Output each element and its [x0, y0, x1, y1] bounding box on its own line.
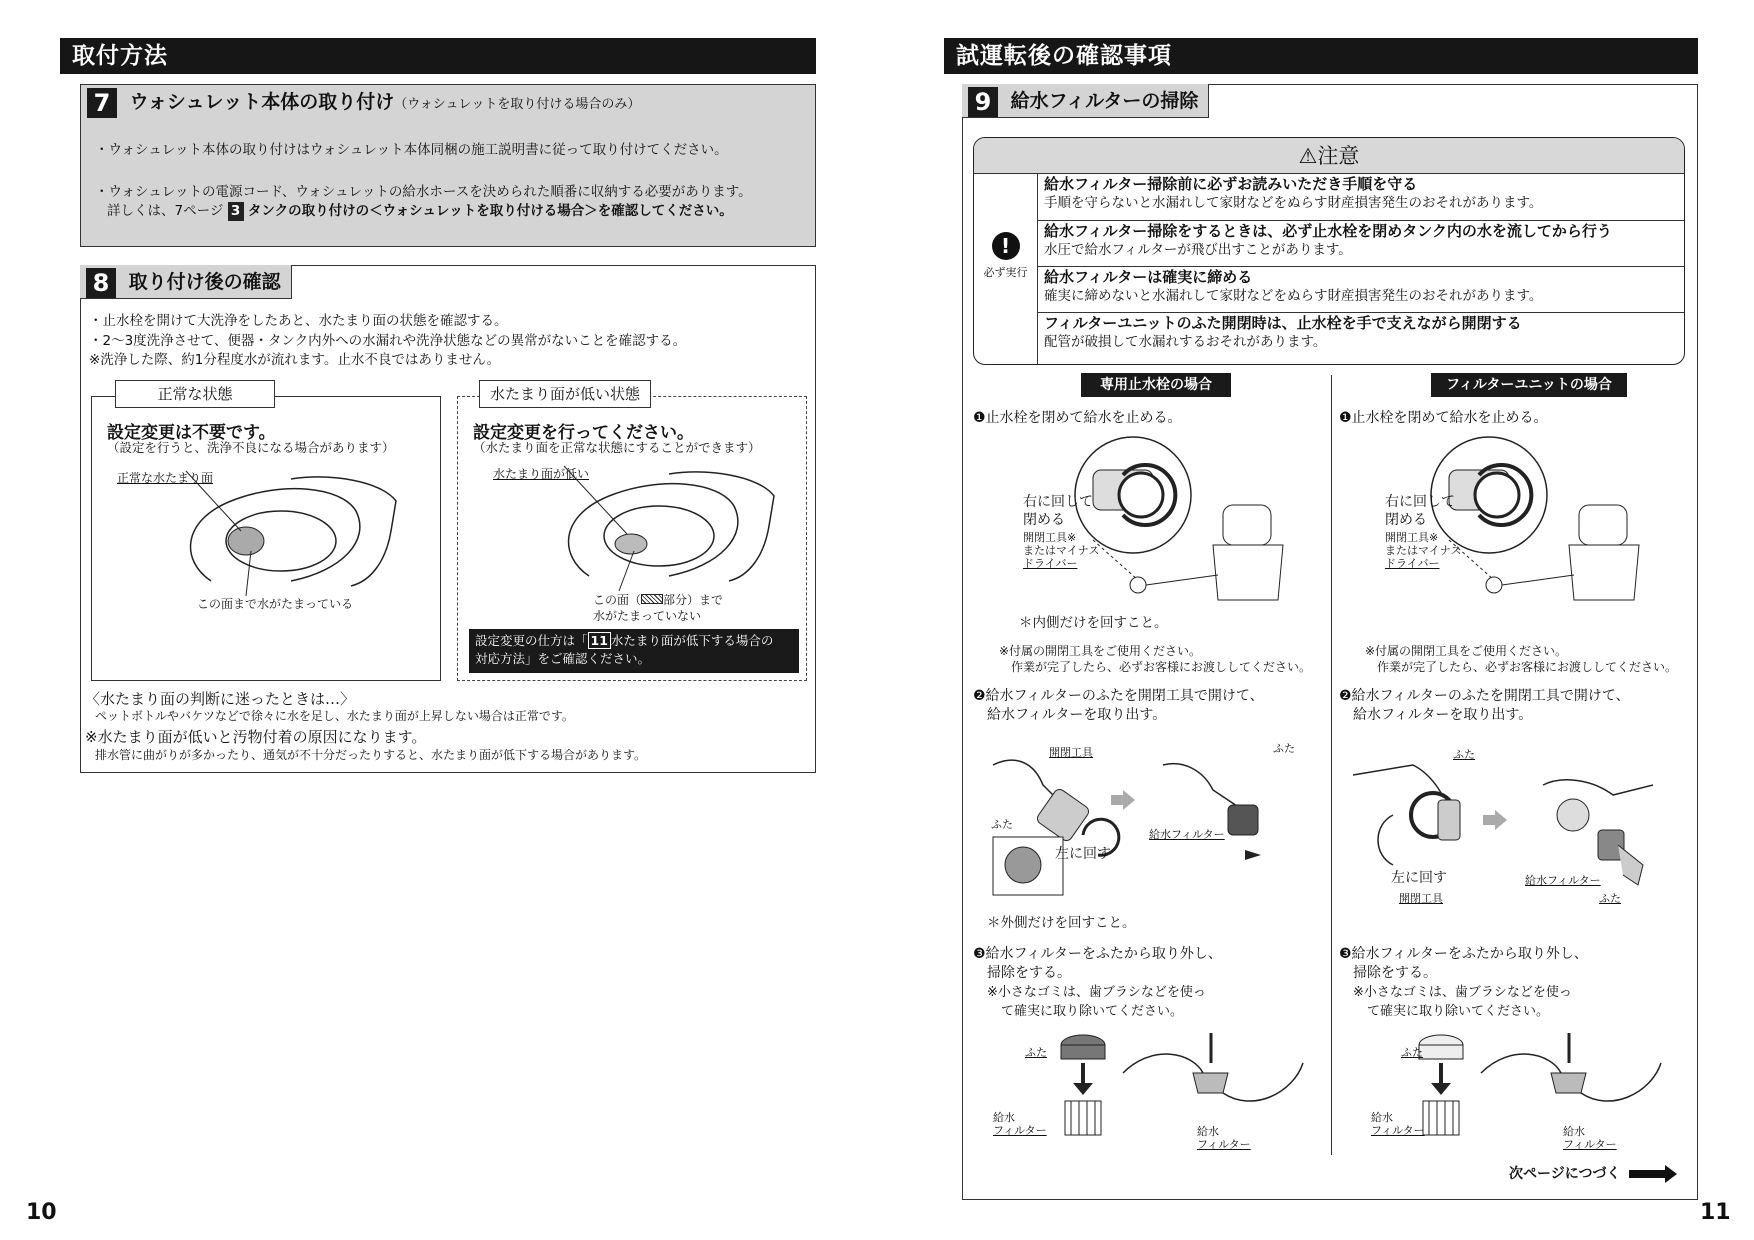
col-b-note-2: 作業が完了したら、必ずお客様にお渡ししてください。 — [1377, 660, 1678, 674]
caution-row-4 — [1038, 312, 1684, 365]
low-instruction-2: 水たまり面が低下する場合の — [610, 633, 774, 648]
col-a-badge: 専用止水栓の場合 — [1081, 373, 1231, 397]
section-7-heading-note: （ウォシュレットを取り付ける場合のみ） — [394, 97, 641, 112]
caution-row-2-head: 給水フィルター掃除をするときは、必ず止水栓を閉めタンク内の水を流してから行う — [1044, 222, 1612, 240]
col-a-step3b: 掃除をする。 — [987, 965, 1071, 981]
col-a-note-2: 作業が完了したら、必ずお客様にお渡ししてください。 — [1011, 660, 1312, 674]
step-11-badge: 11 — [588, 632, 611, 649]
low-state-label: 水たまり面が低い状態 — [479, 380, 651, 408]
col-a-step2b: 給水フィルターを取り出す。 — [987, 707, 1167, 723]
caution-row-1-head: 給水フィルター掃除前に必ずお読みいただき手順を守る — [1044, 175, 1418, 193]
col-a-label-filter-left-b: フィルター — [993, 1124, 1047, 1137]
col-a-label-lid3: ふた — [1025, 1046, 1047, 1059]
col-a-step3d: て確実に取り除いてください。 — [1001, 1004, 1184, 1019]
col-a-label-filter-left — [993, 1111, 1047, 1137]
step-3-badge: 3 — [228, 202, 244, 221]
col-b-label-filter: 給水フィルター — [1525, 874, 1601, 887]
left-header: 取付方法 — [60, 38, 816, 74]
col-b-note-1: ※付属の開閉工具をご使用ください。 — [1365, 644, 1568, 658]
section-7-title — [87, 85, 640, 119]
low-callout-2 — [593, 592, 723, 624]
low-callout-1: 水たまり面が低い — [493, 467, 590, 481]
col-a-step3c: ※小さなゴミは、歯ブラシなどを使っ — [987, 985, 1206, 1000]
section-9 — [962, 84, 1698, 1200]
normal-state-label: 正常な状態 — [115, 380, 275, 408]
col-b-turn-2: 閉める — [1385, 512, 1427, 528]
caution-row-2-desc: 水圧で給水フィルターが飛び出すことがあります。 — [1044, 242, 1352, 258]
col-b-tool-2: またはマイナス — [1385, 544, 1462, 557]
section-8-heading: 取り付け後の確認 — [128, 271, 281, 293]
col-b-label-filter-right-a: 給水 — [1563, 1125, 1585, 1138]
col-b-turn — [1385, 493, 1455, 529]
col-a-step2a: ❷給水フィルターのふたを開閉工具で開けて、 — [973, 688, 1264, 704]
col-b-label-filter-right-b: フィルター — [1563, 1138, 1617, 1151]
must-do-label: 必ず実行 — [983, 266, 1028, 279]
section-7-p1: ・ウォシュレット本体の取り付けはウォシュレット本体同梱の施工説明書に従って取り付けてください。 — [95, 142, 728, 158]
warning-triangle-icon: ⚠ — [1298, 144, 1318, 168]
col-b-tool — [1385, 531, 1461, 570]
col-a-label-filter-right-a: 給水 — [1197, 1125, 1219, 1138]
caution-title: 注意 — [1317, 144, 1360, 168]
col-b-label-filter-left — [1371, 1111, 1425, 1137]
col-b-label-lid2: ふた — [1599, 892, 1621, 905]
col-a-step3a: ❸給水フィルターをふたから取り外し、 — [973, 946, 1222, 962]
normal-state-note: （設定を行うと、洗浄不良になる場合があります） — [107, 440, 395, 455]
section-9-heading: 給水フィルターの掃除 — [1010, 90, 1199, 112]
must-do-cell — [974, 174, 1038, 365]
col-a-label-filter-right-b: フィルター — [1197, 1138, 1251, 1151]
caution-row-3 — [1038, 266, 1684, 312]
col-b-step3a: ❸給水フィルターをふたから取り外し、 — [1339, 946, 1588, 962]
col-a-label-filter: 給水フィルター — [1149, 828, 1225, 841]
section-7-p3-post: タンクの取り付けの＜ウォシュレットを取り付ける場合＞を確認してください。 — [247, 203, 733, 219]
low-state-instruction — [469, 629, 799, 673]
section-8-line2: ・2～3度洗浄させて、便器・タンク内外への水漏れや洗浄状態などの異常がないことを確認する。 — [89, 333, 687, 349]
col-a-tool — [1023, 531, 1099, 570]
low-callout-2b: 部分）まで — [663, 593, 724, 607]
caution-row-2 — [1038, 220, 1684, 266]
col-a-label-left: 左に回す — [1055, 846, 1111, 862]
col-b-turn-1: 右に回して — [1385, 494, 1455, 510]
low-state-note: （水たまり面を正常な状態にすることができます） — [473, 440, 761, 455]
col-b-tool-1: 開閉工具※ — [1385, 531, 1439, 544]
col-a-inner-only: ＊内側だけを回すこと。 — [1019, 615, 1168, 631]
col-b-filter-clean-illustration — [1411, 1033, 1671, 1148]
col-a-label-filter-left-a: 給水 — [993, 1111, 1015, 1124]
col-b-label-filter-left-a: 給水 — [1371, 1111, 1393, 1124]
low-state-head: 設定変更を行ってください。 — [473, 423, 694, 443]
col-b-step3 — [1339, 945, 1588, 1021]
arrow-right-icon — [1629, 1170, 1665, 1178]
col-b-step1: ❶止水栓を閉めて給水を止める。 — [1339, 410, 1548, 426]
col-a-tool-1: 開閉工具※ — [1023, 531, 1077, 544]
arrow-head-icon — [1665, 1165, 1677, 1183]
col-a-outer-only: ＊外側だけを回すこと。 — [987, 915, 1136, 931]
normal-state-head: 設定変更は不要です。 — [107, 423, 276, 443]
continue-next-page — [1509, 1163, 1677, 1183]
low-callout-2c: 水がたまっていない — [593, 609, 702, 623]
section-9-number: 9 — [968, 87, 998, 117]
section-7 — [80, 84, 816, 247]
caution-row-3-desc: 確実に締めないと水漏れして家財などをぬらす財産損害発生のおそれがあります。 — [1044, 288, 1543, 304]
col-a-note-1: ※付属の開閉工具をご使用ください。 — [999, 644, 1202, 658]
caution-row-4-desc: 配管が破損して水漏れするおそれがあります。 — [1044, 334, 1327, 350]
col-a-turn-2: 閉める — [1023, 512, 1065, 528]
low-instruction-3: 対応方法」をご確認ください。 — [475, 651, 651, 666]
cause-title: ※水たまり面が低いと汚物付着の原因になります。 — [85, 728, 427, 746]
col-a-filter-open-illustration — [983, 745, 1303, 895]
col-a-step3 — [973, 945, 1222, 1021]
col-b-label-left: 左に回す — [1391, 870, 1447, 886]
col-b-step2a: ❷給水フィルターのふたを開閉工具で開けて、 — [1339, 688, 1630, 704]
col-a-turn — [1023, 493, 1093, 529]
col-a-tool-3: ドライバー — [1023, 557, 1078, 570]
caution-row-4-head: フィルターユニットのふた開閉時は、止水栓を手で支えながら開閉する — [1044, 314, 1522, 332]
col-a-turn-1: 右に回して — [1023, 494, 1093, 510]
page-number-right: 11 — [1700, 1200, 1731, 1225]
section-7-p3 — [107, 202, 733, 221]
section-8-line3: ※洗浄した際、約1分程度水が流れます。止水不良ではありません。 — [89, 352, 501, 368]
col-a-label-lid2: ふた — [1273, 742, 1295, 755]
section-7-number: 7 — [87, 88, 117, 118]
col-b-step2 — [1339, 687, 1630, 725]
normal-callout-1: 正常な水たまり面 — [117, 471, 214, 485]
judge-title: 〈水たまり面の判断に迷ったときは…〉 — [85, 690, 356, 708]
caution-box — [973, 137, 1685, 365]
hatch-icon — [641, 594, 663, 604]
column-divider — [1331, 375, 1332, 1155]
section-8-number: 8 — [86, 268, 116, 298]
col-b-label-tool: 開閉工具 — [1399, 892, 1443, 905]
judge-text: ペットボトルやバケツなどで徐々に水を足し、水たまり面が上昇しない場合は正常です。 — [95, 709, 574, 723]
col-a-label-filter-right — [1197, 1125, 1251, 1151]
col-b-label-lid: ふた — [1453, 748, 1475, 761]
col-a-filter-clean-illustration — [1053, 1033, 1313, 1148]
section-8 — [80, 265, 816, 773]
col-b-badge: フィルターユニットの場合 — [1431, 373, 1627, 397]
col-b-label-lid3: ふた — [1401, 1046, 1423, 1059]
caution-row-3-head: 給水フィルターは確実に締める — [1044, 268, 1253, 286]
col-a-tool-2: またはマイナス — [1023, 544, 1100, 557]
right-header: 試運転後の確認事項 — [944, 38, 1698, 74]
caution-row-1-desc: 手順を守らないと水漏れして家財などをぬらす財産損害発生のおそれがあります。 — [1044, 195, 1543, 211]
col-b-tool-3: ドライバー — [1385, 557, 1440, 570]
col-a-label-lid: ふた — [991, 818, 1013, 831]
page-number-left: 10 — [26, 1200, 57, 1225]
col-b-step3d: て確実に取り除いてください。 — [1367, 1004, 1550, 1019]
section-7-p3-pre: 詳しくは、7ページ — [107, 203, 224, 219]
section-9-title — [962, 84, 1209, 118]
normal-callout-2: この面まで水がたまっている — [197, 597, 354, 611]
caution-title-bar — [974, 138, 1684, 174]
col-a-step1: ❶止水栓を閉めて給水を止める。 — [973, 410, 1182, 426]
section-7-p2: ・ウォシュレットの電源コード、ウォシュレットの給水ホースを決められた順番に収納する必要があります。 — [95, 184, 752, 200]
col-a-label-tool: 開閉工具 — [1049, 746, 1093, 759]
cause-text: 排水管に曲がりが多かったり、通気が不十分だったりすると、水たまり面が低下する場合があります。 — [95, 748, 647, 762]
col-b-step3b: 掃除をする。 — [1353, 965, 1437, 981]
low-instruction-1: 設定変更の仕方は「 — [475, 633, 588, 648]
low-callout-2a: この面（ — [593, 593, 642, 607]
col-b-step3c: ※小さなゴミは、歯ブラシなどを使っ — [1353, 985, 1572, 1000]
section-7-heading: ウォシュレット本体の取り付け — [129, 91, 395, 113]
col-b-step2b: 給水フィルターを取り出す。 — [1353, 707, 1533, 723]
section-8-title — [80, 265, 292, 299]
col-a-step2 — [973, 687, 1264, 725]
caution-row-1 — [1038, 174, 1684, 220]
section-8-line1: ・止水栓を開けて大洗浄をしたあと、水たまり面の状態を確認する。 — [89, 313, 508, 329]
toilet-normal-illustration — [171, 471, 401, 591]
exclamation-icon: ! — [992, 232, 1020, 260]
continue-label: 次ページにつづく — [1509, 1166, 1621, 1182]
toilet-low-illustration — [549, 466, 779, 586]
col-b-label-filter-left-b: フィルター — [1371, 1124, 1425, 1137]
col-b-label-filter-right — [1563, 1125, 1617, 1151]
